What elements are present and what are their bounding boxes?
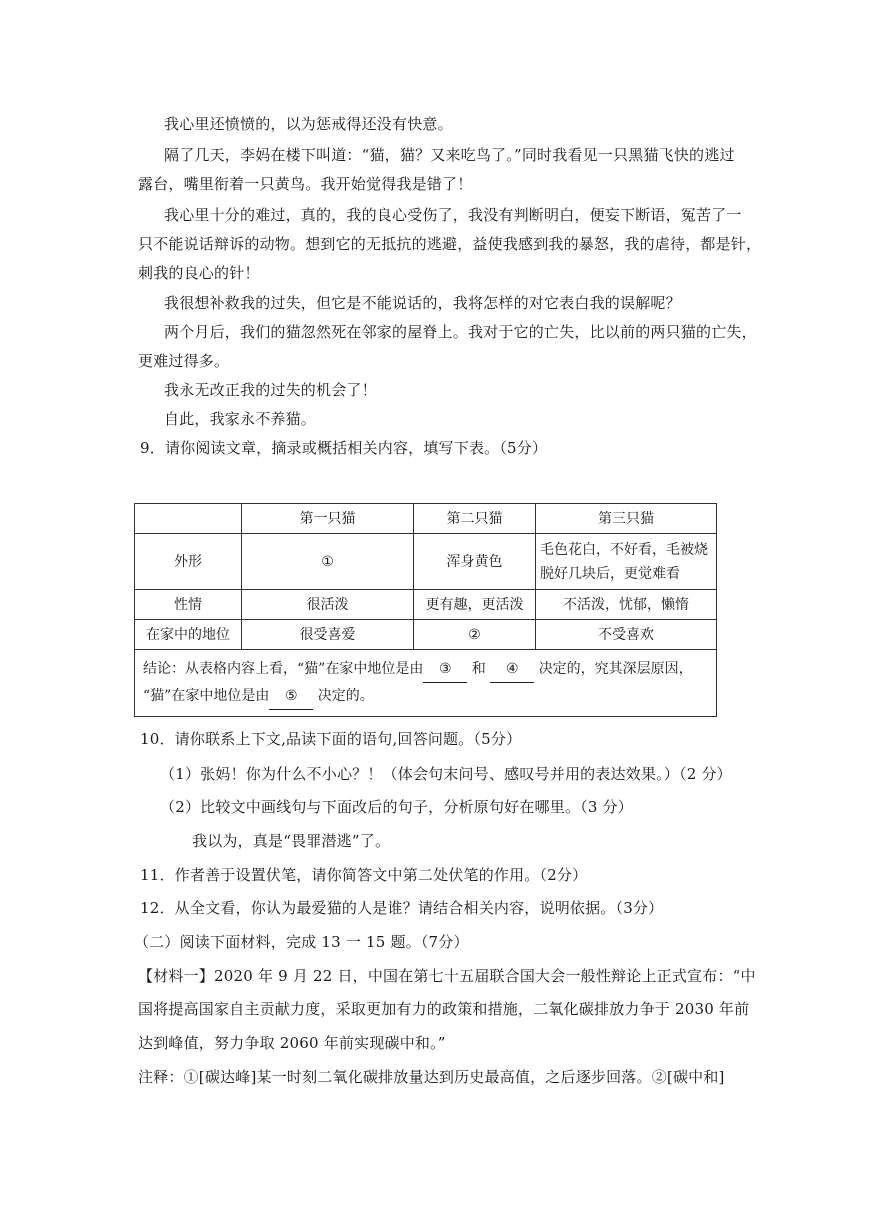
story-paragraph-cont: 刺我的良心的针！ — [138, 264, 260, 282]
table-cell: 外形 — [135, 534, 242, 590]
table-header-cell: 第一只猫 — [242, 504, 414, 534]
story-paragraph: 自此，我家永不养猫。 — [164, 410, 317, 428]
table-header-cell: 第三只猫 — [536, 504, 717, 534]
answer-blank-5: ⑤ — [269, 683, 313, 710]
table-row — [135, 620, 717, 650]
table-cell: ① — [242, 534, 414, 590]
question-10: 10．请你联系上下文,品读下面的语句,回答问题。（5分） — [140, 730, 522, 748]
conclusion-text: 和 — [471, 661, 486, 677]
table-cell: 性情 — [135, 590, 242, 620]
answer-blank-3: ③ — [423, 656, 467, 683]
story-paragraph-cont: 更难过得多。 — [138, 352, 230, 370]
question-11: 11．作者善于设置伏笔，请你简答文中第二处伏笔的作用。（2分） — [140, 866, 588, 884]
conclusion-text: 结论：从表格内容上看，“猫”在家中地位是由 — [143, 661, 424, 677]
question-10-1: （1）张妈！你为什么不小心？！（体会句末问号、感叹号并用的表达效果。）（2 分） — [160, 765, 732, 783]
table-conclusion-row — [135, 650, 717, 717]
conclusion-text: “猫”在家中地位是由 — [143, 688, 270, 704]
table-cell: 不活泼，忧郁，懒惰 — [536, 590, 717, 620]
cat-comparison-table — [134, 503, 717, 717]
story-paragraph: 隔了几天，李妈在楼下叫道：“猫，猫？又来吃鸟了。”同时我看见一只黑猫飞快的逃过 — [164, 146, 735, 164]
table-cell: 很受喜爱 — [242, 620, 414, 650]
table-cell: 更有趣，更活泼 — [414, 590, 536, 620]
table-cell: 很活泼 — [242, 590, 414, 620]
table-cell: 不受喜欢 — [536, 620, 717, 650]
table-header-row — [135, 504, 717, 534]
story-paragraph: 我永无改正我的过失的机会了！ — [164, 381, 377, 399]
conclusion-text: 决定的。 — [317, 688, 374, 704]
question-10-2-sentence: 我以为，真是“畏罪潜逃”了。 — [192, 832, 391, 850]
table-cell: 在家中的地位 — [135, 620, 242, 650]
story-paragraph: 我很想补救我的过失，但它是不能说话的，我将怎样的对它表白我的误解呢？ — [164, 294, 681, 312]
story-paragraph: 两个月后，我们的猫忽然死在邻家的屋脊上。我对于它的亡失，比以前的两只猫的亡失， — [164, 323, 757, 341]
table-cell: 毛色花白，不好看，毛被烧脱好几块后，更觉难看 — [536, 534, 717, 590]
material-1-cont: 达到峰值，努力争取 2060 年前实现碳中和。” — [138, 1034, 446, 1052]
question-9: 9．请你阅读文章，摘录或概括相关内容，填写下表。（5分） — [140, 439, 548, 457]
table-cell: 浑身黄色 — [414, 534, 536, 590]
table-header-cell: 第二只猫 — [414, 504, 536, 534]
material-1-cont: 国将提高国家自主贡献力度，采取更加有力的政策和措施，二氧化碳排放力争于 2030 年前 — [138, 1000, 750, 1018]
story-paragraph-cont: 露台，嘴里衔着一只黄鸟。我开始觉得我是错了！ — [138, 175, 473, 193]
question-10-2: （2）比较文中画线句与下面改后的句子，分析原句好在哪里。（3 分） — [160, 798, 633, 816]
table-row — [135, 534, 717, 590]
section-2-heading: （二）阅读下面材料，完成 13 一 15 题。（7分） — [134, 933, 469, 951]
story-paragraph: 我心里十分的难过，真的，我的良心受伤了，我没有判断明白，便妄下断语，冤苦了一 — [164, 206, 742, 224]
conclusion-text: 决定的，究其深层原因， — [538, 661, 693, 677]
table-conclusion — [135, 650, 717, 717]
story-paragraph-cont: 只不能说话辩诉的动物。想到它的无抵抗的逃避，益使我感到我的暴怒，我的虐待，都是针， — [138, 235, 762, 253]
table-cell: ② — [414, 620, 536, 650]
table-header-cell — [135, 504, 242, 534]
question-12: 12．从全文看，你认为最爱猫的人是谁？请结合相关内容，说明依据。（3分） — [140, 899, 664, 917]
table-row — [135, 590, 717, 620]
answer-blank-4: ④ — [490, 656, 534, 683]
annotation-note: 注释：①[碳达峰]某一时刻二氧化碳排放量达到历史最高值，之后逐步回落。②[碳中和] — [138, 1068, 725, 1086]
story-paragraph: 我心里还愤愤的，以为惩戒得还没有快意。 — [164, 115, 453, 133]
material-1: 【材料一】2020 年 9 月 22 日，中国在第七十五届联合国大会一般性辩论上正式宣布：“中 — [138, 967, 756, 985]
